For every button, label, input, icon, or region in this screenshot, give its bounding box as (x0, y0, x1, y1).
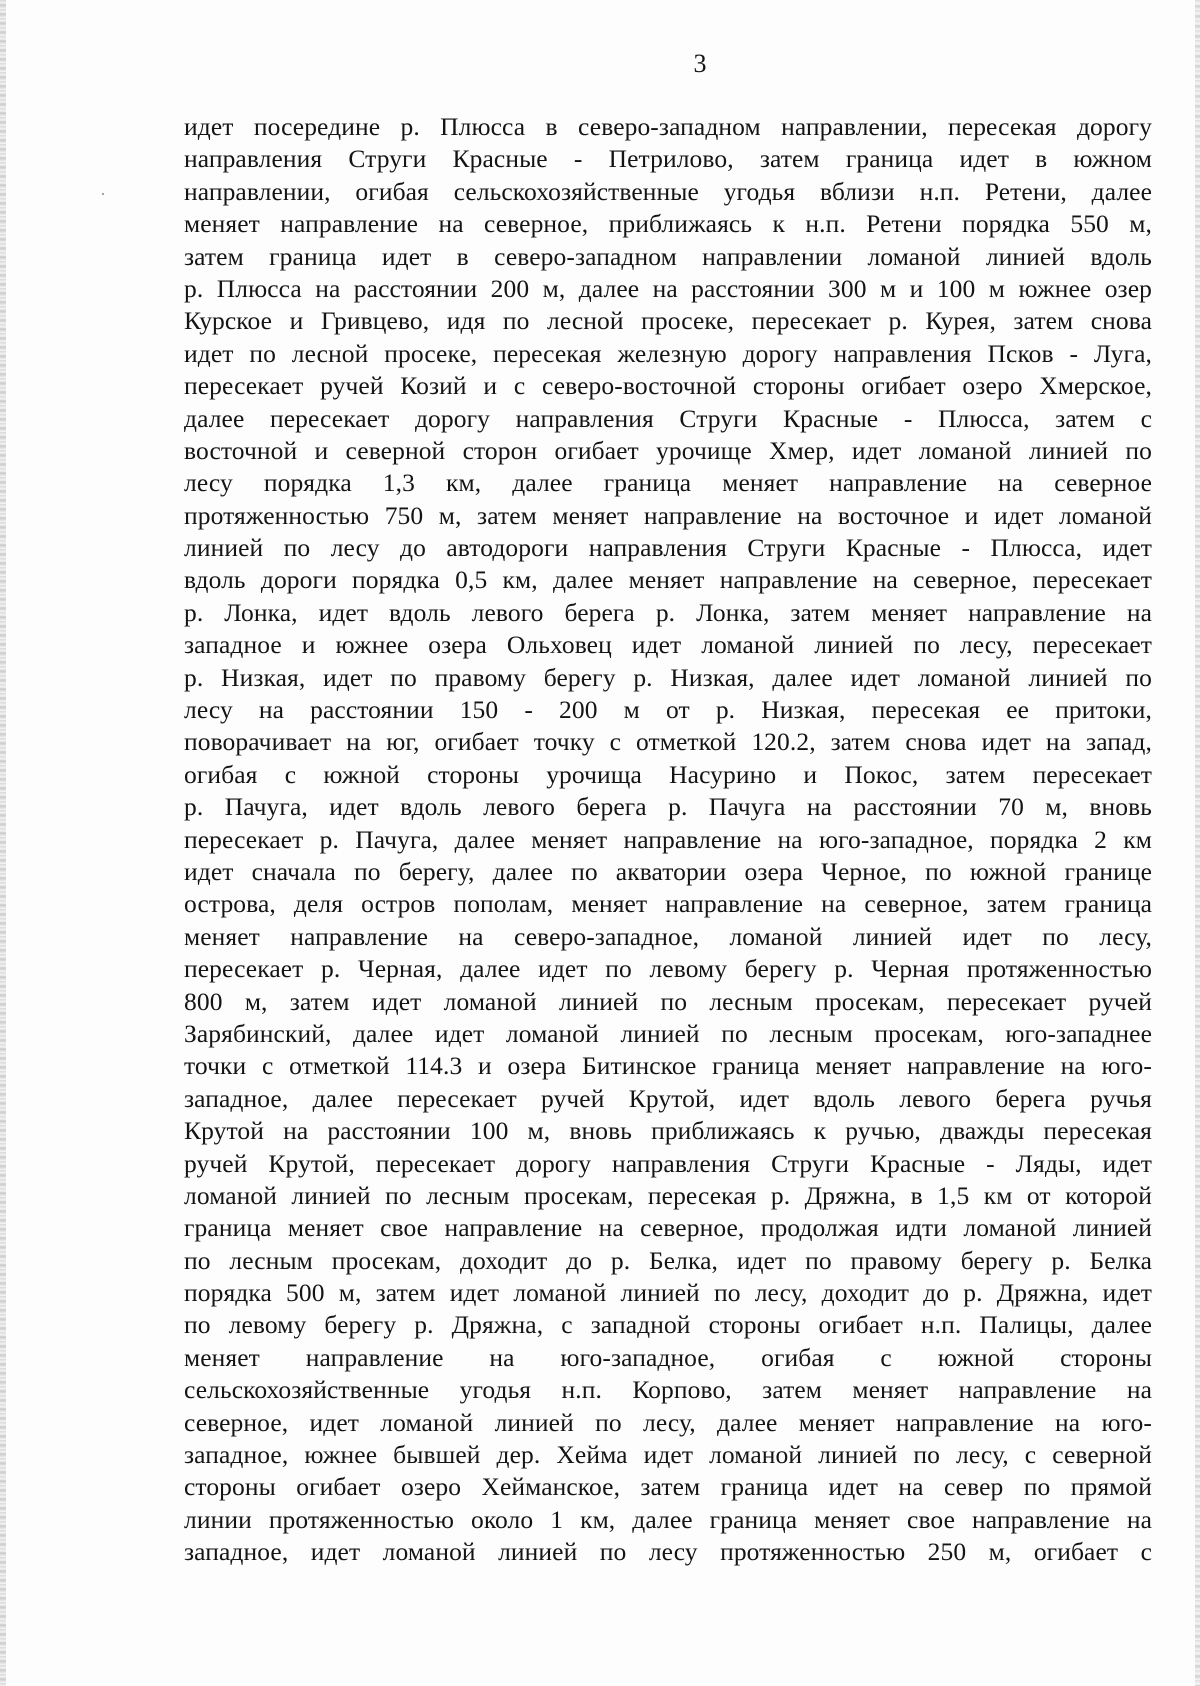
text-line: Зарябинский, далее идет ломаной линией по лесным просекам, юго-западнее (184, 1018, 1152, 1048)
text-line: порядка 500 м, затем идет ломаной линией по лесу, доходит до р. Дряжна, идет (184, 1278, 1152, 1308)
scan-edge-left (0, 0, 6, 1686)
text-line: р. Плюсса на расстоянии 200 м, далее на расстоянии 300 м и 100 м южнее озер (184, 273, 1152, 303)
text-line: сельскохозяйственные угодья н.п. Корпово, затем меняет направление на (184, 1375, 1152, 1405)
text-line: пересекает р. Черная, далее идет по левому берегу р. Черная протяженностью (184, 954, 1152, 984)
text-line: стороны огибает озеро Хейманское, затем граница идет на север по прямой (184, 1472, 1152, 1502)
text-line: направления Струги Красные - Петрилово, затем граница идет в южном (184, 144, 1152, 174)
text-line: идет по лесной просеке, пересекая железную дорогу направления Псков - Луга, (184, 338, 1152, 368)
text-line: лесу порядка 1,3 км, далее граница меняет направление на северное (184, 468, 1152, 498)
text-line: р. Пачуга, идет вдоль левого берега р. Пачуга на расстоянии 70 м, вновь (184, 792, 1152, 822)
text-line: далее пересекает дорогу направления Струги Красные - Плюсса, затем с (184, 403, 1152, 433)
text-line: пересекает ручей Козий и с северо-восточной стороны огибает озеро Хмерское, (184, 371, 1152, 401)
scan-speck (102, 193, 104, 195)
text-line: р. Низкая, идет по правому берегу р. Низкая, далее идет ломаной линией по (184, 662, 1152, 692)
text-line: западное и южнее озера Ольховец идет ломаной линией по лесу, пересекает (184, 630, 1152, 660)
text-line: идет посередине р. Плюсса в северо-западном направлении, пересекая дорогу (184, 112, 1152, 141)
text-line: восточной и северной сторон огибает урочище Хмер, идет ломаной линией по (184, 435, 1152, 465)
page-number: 3 (693, 49, 707, 78)
text-line: идет сначала по берегу, далее по акватории озера Черное, по южной границе (184, 856, 1152, 886)
text-line: пересекает р. Пачуга, далее меняет направление на юго-западное, порядка 2 км (184, 824, 1152, 854)
text-line: линией по лесу до автодороги направления Струги Красные - Плюсса, идет (184, 533, 1152, 563)
text-line: затем граница идет в северо-западном направлении ломаной линией вдоль (184, 241, 1152, 271)
text-line: протяженностью 750 м, затем меняет направление на восточное и идет ломаной (184, 500, 1152, 530)
text-line: меняет направление на северное, приближаясь к н.п. Ретени порядка 550 м, (184, 209, 1152, 239)
text-line: Крутой на расстоянии 100 м, вновь приближаясь к ручью, дважды пересекая (184, 1116, 1152, 1146)
text-line: меняет направление на юго-западное, огибая с южной стороны (184, 1342, 1152, 1372)
text-line: Курское и Гривцево, идя по лесной просеке, пересекает р. Курея, затем снова (184, 306, 1152, 336)
text-line: линии протяженностью около 1 км, далее граница меняет свое направление на (184, 1504, 1152, 1534)
text-line: лесу на расстоянии 150 - 200 м от р. Низкая, пересекая ее притоки, (184, 695, 1152, 725)
text-line: по левому берегу р. Дряжна, с западной стороны огибает н.п. Палицы, далее (184, 1310, 1152, 1340)
text-line: западное, далее пересекает ручей Крутой, идет вдоль левого берега ручья (184, 1083, 1152, 1113)
text-line: северное, идет ломаной линией по лесу, далее меняет направление на юго- (184, 1407, 1152, 1437)
text-line: поворачивает на юг, огибает точку с отметкой 120.2, затем снова идет на запад, (184, 727, 1152, 757)
text-line: точки с отметкой 114.3 и озера Битинское граница меняет направление на юго- (184, 1051, 1152, 1081)
text-line: ломаной линией по лесным просекам, пересекая р. Дряжна, в 1,5 км от которой (184, 1180, 1152, 1210)
text-line: вдоль дороги порядка 0,5 км, далее меняет направление на северное, пересекает (184, 565, 1152, 595)
text-line: направлении, огибая сельскохозяйственные угодья вблизи н.п. Ретени, далее (184, 176, 1152, 206)
text-line: меняет направление на северо-западное, ломаной линией идет по лесу, (184, 921, 1152, 951)
text-line: острова, деля остров пополам, меняет направление на северное, затем граница (184, 889, 1152, 919)
text-line: огибая с южной стороны урочища Насурино и Покос, затем пересекает (184, 759, 1152, 789)
text-line: по лесным просекам, доходит до р. Белка, идет по правому берегу р. Белка (184, 1245, 1152, 1275)
text-line: р. Лонка, идет вдоль левого берега р. Лонка, затем меняет направление на (184, 597, 1152, 627)
text-line: граница меняет свое направление на северное, продолжая идти ломаной линией (184, 1213, 1152, 1243)
text-line: западное, идет ломаной линией по лесу протяженностью 250 м, огибает с (184, 1537, 1152, 1567)
scan-edge-right (1195, 0, 1200, 1686)
text-line: 800 м, затем идет ломаной линией по лесным просекам, пересекает ручей (184, 986, 1152, 1016)
text-line: западное, южнее бывшей дер. Хейма идет ломаной линией по лесу, с северной (184, 1440, 1152, 1470)
text-line: ручей Крутой, пересекает дорогу направления Струги Красные - Ляды, идет (184, 1148, 1152, 1178)
body-text (184, 111, 1152, 1569)
